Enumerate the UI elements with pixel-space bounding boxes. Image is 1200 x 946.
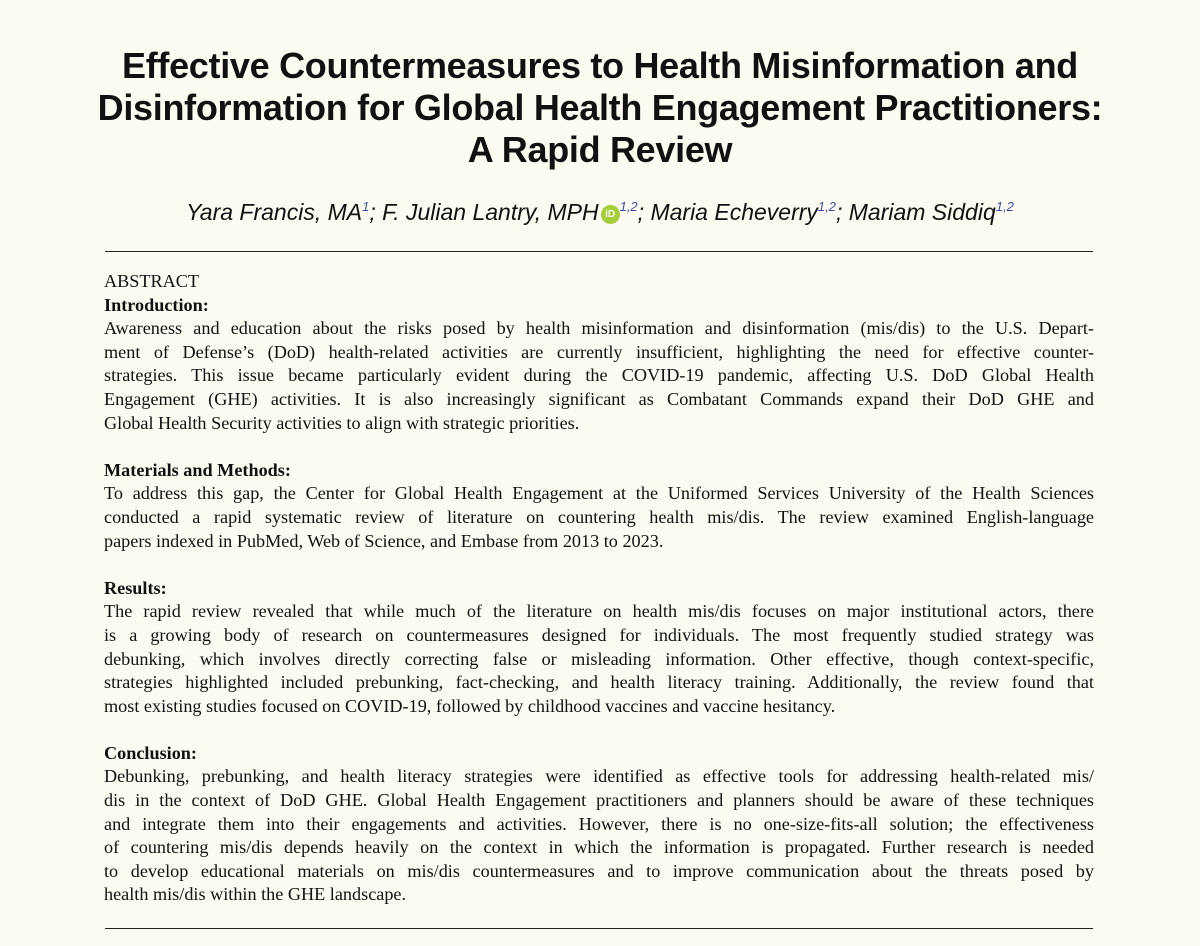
- text-line: health mis/dis within the GHE landscape.: [104, 884, 407, 905]
- author-affiliation: 1,2: [619, 199, 638, 214]
- title-line: Effective Countermeasures to Health Misinformation and: [122, 45, 1078, 86]
- author-separator: ;: [637, 199, 651, 225]
- abstract-section-introduction: [104, 294, 1094, 436]
- abstract-section-methods: [104, 459, 1094, 553]
- section-heading: Results:: [104, 577, 167, 598]
- author-list: [60, 197, 1140, 227]
- abstract-heading: ABSTRACT: [104, 271, 199, 291]
- text-line: papers indexed in PubMed, Web of Science, and Embase from 2013 to 2023.: [104, 530, 664, 551]
- divider-top: [105, 251, 1093, 252]
- author-separator: ;: [369, 199, 383, 225]
- author-name: Mariam Siddiq: [848, 199, 996, 225]
- title-line: Disinformation for Global Health Engagement Practitioners:: [97, 87, 1103, 128]
- text-line: of countering mis/dis depends heavily on the context in which the information is propagated. Further research is needed: [104, 837, 1094, 858]
- text-line: most existing studies focused on COVID-19, followed by childhood vaccines and vaccine hesitancy.: [104, 695, 836, 716]
- text-line: The rapid review revealed that while much of the literature on health mis/dis focuses on major institutional actors, there: [104, 601, 1094, 622]
- author-name: Yara Francis, MA: [186, 199, 363, 225]
- text-line: Engagement (GHE) activities. It is also increasingly significant as Combatant Commands expand their DoD GHE and: [104, 388, 1094, 409]
- section-heading: Materials and Methods:: [104, 459, 291, 480]
- author-separator: ;: [835, 199, 849, 225]
- text-line: dis in the context of DoD GHE. Global Health Engagement practitioners and planners should be aware of these techniques: [104, 790, 1094, 811]
- author-name: F. Julian Lantry, MPH: [382, 199, 599, 225]
- text-line: debunking, which involves directly correcting false or misleading information. Other effective, though context-specific,: [104, 648, 1094, 669]
- title-line: A Rapid Review: [467, 129, 733, 170]
- author-affiliation: 1: [362, 199, 370, 214]
- text-line: ment of Defense’s (DoD) health-related activities are currently insufficient, highlighting the need for effective counter-: [104, 341, 1094, 362]
- text-line: strategies highlighted included prebunking, fact-checking, and health literacy training. Additionally, the review found that: [104, 672, 1094, 693]
- text-line: To address this gap, the Center for Global Health Engagement at the Uniformed Services University of the Health Sciences: [104, 483, 1094, 504]
- text-line: to develop educational materials on mis/dis countermeasures and to improve communication about the threats posed by: [104, 860, 1094, 881]
- abstract-section-results: [104, 577, 1094, 719]
- author-affiliation: 1,2: [817, 199, 836, 214]
- text-line: is a growing body of research on countermeasures designed for individuals. The most frequently studied strategy was: [104, 624, 1094, 645]
- divider-bottom: [105, 928, 1093, 929]
- section-heading: Introduction:: [104, 294, 209, 315]
- text-line: Debunking, prebunking, and health literacy strategies were identified as effective tools for addressing health-related mis/: [104, 766, 1094, 787]
- author-name: Maria Echeverry: [650, 199, 818, 225]
- paper-title: [60, 45, 1140, 171]
- section-heading: Conclusion:: [104, 742, 197, 763]
- text-line: Awareness and education about the risks posed by health misinformation and disinformation (mis/dis) to the U.S. Depart-: [104, 318, 1094, 339]
- text-line: conducted a rapid systematic review of literature on countering health mis/dis. The review examined English-language: [104, 506, 1094, 527]
- abstract: [104, 270, 1094, 907]
- text-line: and integrate them into their engagements and activities. However, there is no one-size-fits-all solution; the effectiveness: [104, 813, 1094, 834]
- orcid-icon[interactable]: iD: [601, 205, 620, 224]
- author-affiliation: 1,2: [995, 199, 1014, 214]
- abstract-section-conclusion: [104, 742, 1094, 907]
- text-line: Global Health Security activities to align with strategic priorities.: [104, 412, 580, 433]
- text-line: strategies. This issue became particularly evident during the COVID-19 pandemic, affecting U.S. DoD Global Health: [104, 365, 1094, 386]
